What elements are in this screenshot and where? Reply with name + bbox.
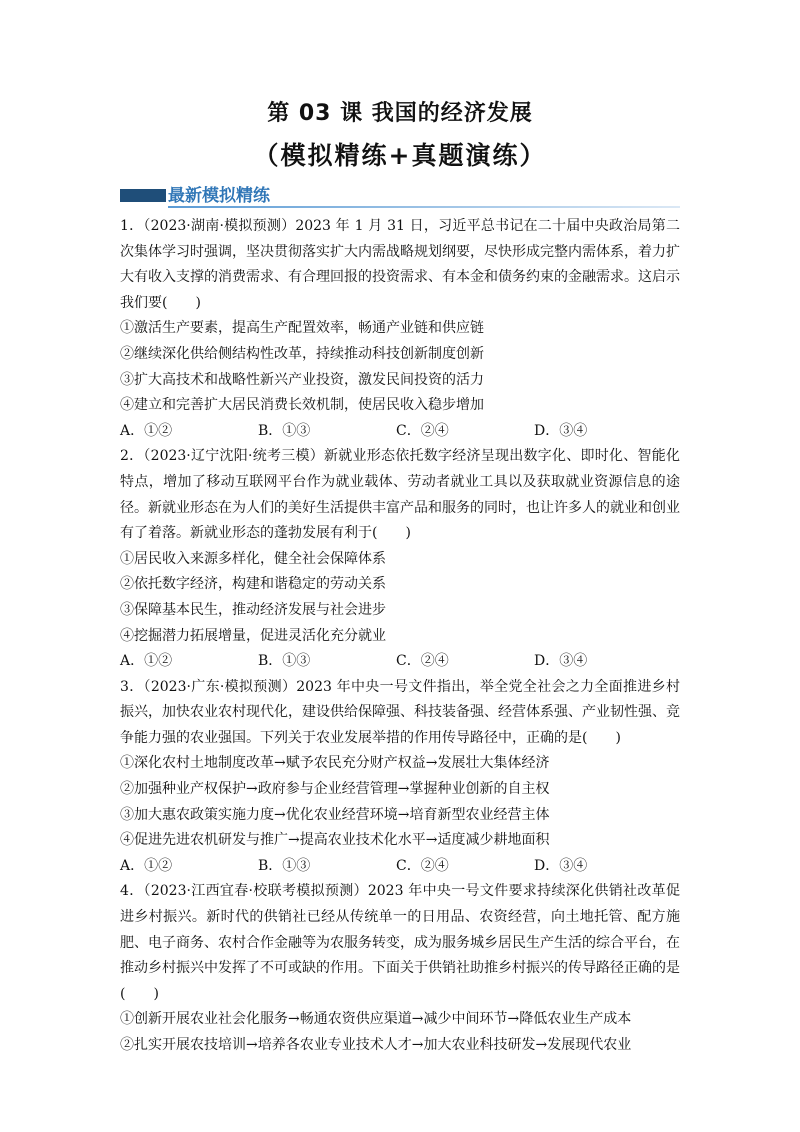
choice-c: C．②④ [396, 653, 449, 670]
question-list [120, 214, 680, 1059]
statement-option: ①居民收入来源多样化，健全社会保障体系 [120, 550, 386, 567]
section-header [120, 184, 680, 208]
statement-option: ③加大惠农政策实施力度→优化农业经营环境→培育新型农业经营主体 [120, 806, 550, 823]
choice-d: D．③④ [534, 422, 588, 439]
statement-option: ②加强种业产权保护→政府参与企业经营管理→掌握种业创新的自主权 [120, 781, 550, 798]
question-stem: 4．（2023·江西宜春·校联考模拟预测）2023 年中央一号文件要求持续深化供销社改革促进乡村振兴。新时代的供销社已经从传统单一的日用品、农资经营，向土地托管、配方施肥、电子商务、农村合作金融等为农服务转变，成为服务城乡居民生产生活的综合平台，在推动乡村振兴中发挥了不可或缺的作用。下面关于供销社助推乡村振兴的传导路径正确的是( ) [120, 883, 680, 1002]
statement-option: ①深化农村土地制度改革→赋予农民充分财产权益→发展壮大集体经济 [120, 755, 550, 772]
statement-option: ②依托数字经济，构建和谐稳定的劳动关系 [120, 576, 386, 593]
statement-option: ②扎实开展农技培训→培养各农业专业技术人才→加大农业科技研发→发展现代农业 [120, 1037, 632, 1053]
choice-c: C．②④ [396, 422, 449, 439]
choice-b: B．①③ [258, 653, 311, 670]
choice-d: D．③④ [534, 857, 588, 874]
statement-option: ④建立和完善扩大居民消费长效机制，使居民收入稳步增加 [120, 397, 484, 414]
statement-option: ④挖掘潜力拓展增量，促进灵活化充分就业 [120, 627, 386, 644]
section-label: 最新模拟精练 [168, 186, 270, 206]
question-1 [120, 214, 680, 444]
choice-b: B．①③ [258, 422, 311, 439]
statement-option: ④促进先进农机研发与推广→提高农业技术化水平→适度减少耕地面积 [120, 832, 550, 849]
question-stem: 2．（2023·辽宁沈阳·统考三模）新就业形态依托数字经济呈现出数字化、即时化、智能化特点，增加了移动互联网平台作为就业载体、劳动者就业工具以及获取就业资源信息的途径。新就业形态在为人们的美好生活提供丰富产品和服务的同时，也让许多人的就业和创业有了着落。新就业形态的蓬勃发展有利于( ) [120, 448, 680, 542]
statement-option: ①激活生产要素，提高生产配置效率，畅通产业链和供应链 [120, 320, 484, 337]
question-3 [120, 675, 680, 880]
choice-a: A．①② [120, 857, 173, 874]
answer-choices [120, 854, 680, 880]
answer-choices [120, 419, 680, 445]
choice-b: B．①③ [258, 857, 311, 874]
choice-d: D．③④ [534, 653, 588, 670]
question-4 [120, 879, 680, 1058]
lesson-title: 第 03 课 我国的经济发展 [267, 101, 533, 126]
statement-option: ②继续深化供给侧结构性改革，持续推动科技创新制度创新 [120, 345, 484, 362]
question-stem: 3．（2023·广东·模拟预测）2023 年中央一号文件指出，举全党全社会之力全面推进乡村振兴，加快农业农村现代化，建设供给保障强、科技装备强、经营体系强、产业韧性强、竞争能力强的农业强国。下列关于农业发展举措的作用传导路径中，正确的是( ) [120, 678, 680, 746]
choice-a: A．①② [120, 422, 173, 439]
question-stem: 1．（2023·湖南·模拟预测）2023 年 1 月 31 日，习近平总书记在二十届中央政治局第二次集体学习时强调，坚决贯彻落实扩大内需战略规划纲要，尽快形成完整内需体系，着力扩大有收入支撑的消费需求、有合理回报的投资需求、有本金和债务约束的金融需求。这启示我们要( ) [120, 218, 680, 311]
statement-option: ③保障基本民生，推动经济发展与社会进步 [120, 601, 386, 618]
statement-option: ①创新开展农业社会化服务→畅通农资供应渠道→减少中间环节→降低农业生产成本 [120, 1011, 632, 1028]
section-underline [168, 206, 680, 208]
answer-choices [120, 649, 680, 675]
question-2 [120, 444, 680, 674]
lesson-subtitle: （模拟精练+真题演练） [253, 141, 547, 170]
choice-a: A．①② [120, 653, 173, 670]
section-bar-decoration [120, 189, 166, 202]
statement-option: ③扩大高技术和战略性新兴产业投资，激发民间投资的活力 [120, 371, 484, 388]
choice-c: C．②④ [396, 857, 449, 874]
